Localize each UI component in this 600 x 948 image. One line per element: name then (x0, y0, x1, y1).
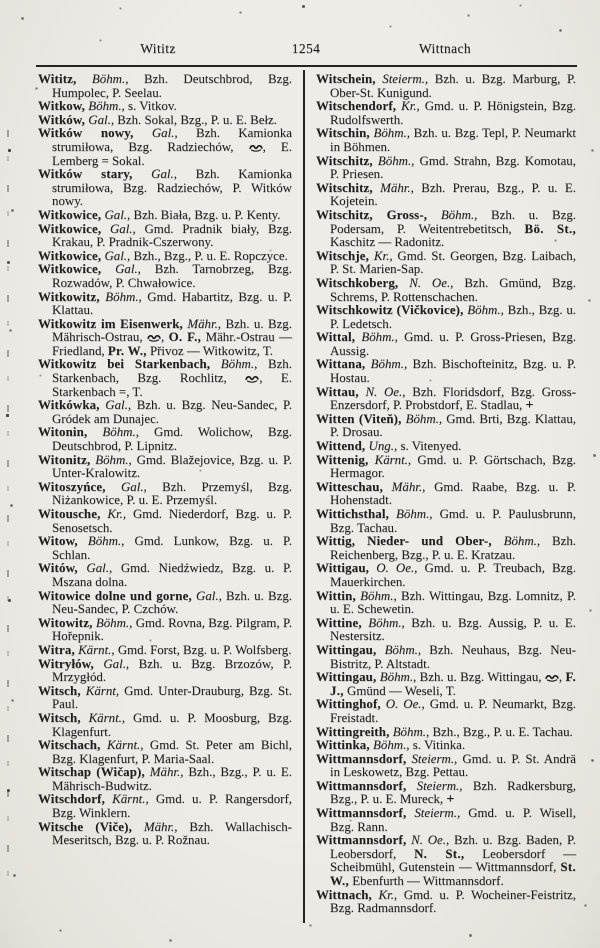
entry-region-abbrev: Gal., (104, 207, 131, 222)
entry-text: Bzh. u. Bzg. Baden, P. Leobersdorf, (330, 833, 576, 861)
entry-region-abbrev: Kärnt., (112, 792, 149, 807)
entry-text: Bzh. Kamionka strumiłowa, Bzg. Radziechów, (52, 126, 292, 154)
entry-text: Mähr.-Ostrau — Friedland, (52, 330, 292, 358)
entry-text: Gmd. u. P. Rangersdorf, Bzg. Winklern. (52, 792, 292, 821)
entry-region-abbrev: Böhm., (379, 670, 417, 685)
entry-headword: Wittana, (316, 357, 366, 372)
gazetteer-entry (316, 590, 576, 617)
entry-headword: Witteschau, (316, 479, 383, 494)
gazetteer-entry (38, 426, 292, 453)
page-number: 1254 (291, 41, 321, 56)
entry-region-abbrev: Böhm., (377, 153, 415, 168)
entry-region-abbrev: Gal., (104, 248, 131, 263)
railway-abbrev: Bö. St., (524, 221, 577, 236)
entry-text: Gmd. Niedźwiedz, Bzg. u. P. Mszana dolna. (52, 561, 292, 589)
entry-region-abbrev: Mähr., (143, 819, 178, 834)
entry-region-abbrev: Steierm., (382, 72, 429, 86)
entry-region-abbrev: Gal., (109, 221, 136, 236)
entry-text: Bzh. u. Bzg. Tepl, P. Neumarkt in Böhmen. (330, 126, 576, 154)
entry-headword: Wittinghof, (316, 697, 381, 712)
entry-region-abbrev: Kärnt., (88, 710, 126, 725)
gazetteer-entry (38, 508, 292, 535)
gazetteer-entry (316, 127, 576, 154)
entry-text: Gmünd — Weseli, T. (343, 683, 456, 698)
entry-headword: Witków stary, (38, 167, 133, 182)
gazetteer-entry (38, 318, 292, 359)
entry-text: Bzh. Bischofteinitz, Bzg. u. P. Hostau. (330, 357, 576, 386)
post-horn-icon (545, 673, 559, 682)
entry-headword: Witkow, (38, 99, 86, 114)
entry-region-abbrev: Böhm., (503, 534, 541, 549)
entry-text: Gmd. Habartitz, Bzg. u. P. Klattau. (52, 289, 292, 318)
entry-region-abbrev: Gal., (115, 262, 141, 277)
entry-headword: Witschdorf, (38, 792, 105, 807)
entry-region-abbrev: Böhm., (95, 615, 133, 630)
entry-region-abbrev: Böhm., (370, 357, 408, 372)
gazetteer-entry (316, 562, 576, 589)
entry-region-abbrev: O. Oe., (385, 697, 425, 712)
entry-headword: Witkowice, (38, 262, 102, 277)
entry-headword: Wittnach, (316, 887, 372, 902)
gazetteer-entry (316, 277, 576, 304)
entry-headword: Wittingreith, (316, 724, 390, 739)
entry-text: Bzh. Wittingau, Bzg. Lomnitz, P. u. E. Schewetin. (330, 588, 576, 617)
entry-region-abbrev: N. Oe., (409, 275, 454, 290)
entry-region-abbrev: Böhm., (361, 330, 398, 345)
entry-headword: Witkowitz im Eisenwerk, (38, 316, 183, 331)
cross-icon: + (525, 398, 534, 414)
entry-text: Gmd. Brti, Bzg. Klattau, P. Drosau. (330, 411, 576, 440)
entry-region-abbrev: N. Oe., (411, 833, 450, 848)
entry-headword: Wittin, (316, 588, 356, 603)
entry-region-abbrev: Kr., (378, 887, 398, 902)
entry-text: Gmd. u. P. Treubach, Bzg. Mauerkirchen. (330, 561, 576, 589)
entry-headword: Witschin, (316, 126, 370, 141)
gazetteer-entry (38, 685, 292, 712)
gazetteer-entry (38, 358, 292, 399)
entry-text: Gmd. Strahn, Bzg. Komotau, P. Priesen. (330, 153, 576, 182)
entry-region-abbrev: Gal., (103, 656, 130, 671)
entry-text: Ebenfurth — Wittmannsdorf. (349, 874, 504, 889)
gazetteer-entry (316, 454, 576, 481)
entry-text: Gmd. u. P. Görtschach, Bzg. Hermagor. (330, 452, 576, 481)
gazetteer-entry (38, 250, 292, 264)
gazetteer-entry (316, 889, 576, 916)
entry-region-abbrev: Gal., (121, 479, 147, 494)
entry-text: Gmd. Forst, Bzg. u. P. Wolfsberg. (117, 642, 292, 657)
gazetteer-entry (38, 712, 292, 739)
gazetteer-entry (38, 481, 292, 508)
gazetteer-entry (38, 766, 292, 793)
entry-region-abbrev: Böhm., (220, 357, 258, 372)
gazetteer-entry (316, 155, 576, 182)
entry-region-abbrev: Kärnt., (78, 642, 115, 657)
entry-headword: Witschach, (38, 738, 101, 753)
gazetteer-entry (316, 386, 576, 413)
entry-headword: Witkowitz, (38, 289, 100, 304)
entry-region-abbrev: Mähr., (187, 316, 222, 331)
entry-headword: Witkowice, (38, 207, 102, 222)
entry-text: Gmd. u. P. St. Andrä in Leskowetz, Bzg. Pettau. (330, 751, 576, 780)
gazetteer-entry (316, 413, 576, 440)
entry-text: Bzh. u. Bzg. Mährisch-Ostrau, (52, 316, 292, 345)
entry-headword: Witschkowitz (Vičkovice), (316, 303, 464, 318)
gazetteer-entry (316, 807, 576, 834)
gazetteer-entry (38, 793, 292, 820)
entry-region-abbrev: N. Oe., (365, 384, 406, 399)
scan-edge-artifact (7, 130, 9, 890)
entry-text: s. Vitinka. (412, 738, 466, 753)
entry-headword: Wittmannsdorf, (316, 833, 407, 848)
entry-headword: Witschje, (316, 248, 370, 263)
entry-headword: Wittichsthal, (316, 507, 389, 521)
entry-headword: Witowitz, (38, 615, 93, 630)
gazetteer-entry (38, 291, 292, 318)
entry-region-abbrev: Kärnt., (106, 738, 144, 753)
entry-text: Gmd. u. P. Wisell, Bzg. Rann. (330, 806, 576, 834)
entry-region-abbrev: Gal., (86, 561, 113, 576)
railway-abbrev: O. F., (168, 330, 202, 345)
entry-region-abbrev: Böhm., (396, 507, 433, 521)
entry-region-abbrev: Böhm., (95, 452, 132, 467)
column-right (316, 73, 576, 916)
entry-region-abbrev: Steierm., (411, 751, 458, 766)
gazetteer-entry (316, 73, 576, 100)
running-head-left: Wititz (140, 41, 176, 56)
gazetteer-entry (316, 780, 576, 807)
entry-region-abbrev: Böhm., (105, 289, 142, 304)
entry-region-abbrev: Gal., (196, 588, 222, 603)
entry-headword: Witschap (Wičap), (38, 765, 145, 780)
entry-region-abbrev: Steierm., (414, 806, 461, 821)
railway-abbrev: N. St., (414, 846, 465, 861)
entry-text: Bzh. u. Bzg. Brzozów, P. Mrzygłód. (52, 656, 292, 685)
entry-text: Bzh. u. Bzg. Neu-Sandec, P. Gródek am Dunajec. (52, 398, 292, 426)
entry-headword: Witousche, (38, 507, 101, 521)
entry-headword: Witschitz, Gross-, (316, 207, 428, 222)
entry-headword: Wittine, (316, 615, 362, 630)
entry-headword: Wittingau, (316, 642, 377, 657)
entry-headword: Wittend, (316, 439, 366, 454)
entry-text: Gmd. u. P. Moosburg, Bzg. Klagenfurt. (52, 710, 292, 739)
entry-headword: Witkowitz bei Starkenbach, (38, 357, 211, 372)
entry-text: Gmd. Raabe, Bzg. u. P. Hohenstadt. (330, 479, 576, 508)
entry-headword: Witsch, (38, 683, 81, 698)
entry-text: Bzh. Biała, Bzg. u. P. Kenty. (133, 207, 281, 222)
entry-region-abbrev: Böhm., (467, 303, 504, 318)
entry-headword: Witowice dolne und gorne, (38, 588, 192, 603)
entry-text: , (558, 670, 566, 685)
entry-text: Bzh. Floridsdorf, Bzg. Gross-Enzersdorf, P. Probstdorf, E. Stadlau, (330, 384, 576, 413)
entry-region-abbrev: Böhm., (91, 72, 129, 86)
entry-text: Leobersdorf — Scheibmühl, Gutenstein — Wittmannsdorf, (330, 846, 576, 875)
gazetteer-entry (38, 617, 292, 644)
entry-text: Kaschitz — Radonitz. (330, 235, 445, 250)
entry-region-abbrev: Mähr., (149, 765, 184, 780)
entry-text: Gmd. u. P. Gross-Priesen, Bzg. Aussig. (330, 330, 576, 358)
entry-headword: Witschendorf, (316, 99, 397, 114)
gazetteer-entry (316, 250, 576, 277)
entry-text: Bzh. Kamionka strumiłowa, Bzg. Radziechów, P. Witków nowy. (52, 167, 292, 209)
entry-text: Bzh. u. Bzg. Neu-Sandec, P. Czchów. (52, 588, 292, 617)
entry-headword: Witków nowy, (38, 126, 134, 141)
entry-region-abbrev: Böhm., (373, 126, 410, 141)
entry-text: Gmd. u. P. Paulusbrunn, Bzg. Tachau. (330, 507, 576, 535)
gazetteer-entry (38, 739, 292, 766)
railway-abbrev: F. J., (330, 670, 576, 698)
entry-region-abbrev: Kr., (373, 248, 393, 263)
entry-text: Gmd. Unter-Drauburg, Bzg. St. Paul. (52, 683, 292, 712)
entry-headword: Witów, (38, 561, 78, 576)
entry-region-abbrev: Böhm., (88, 99, 125, 114)
entry-region-abbrev: Gal., (151, 167, 177, 182)
entry-text: Gmd. u. P. Hönigstein, Bzg. Rudolfswerth. (330, 99, 576, 127)
entry-region-abbrev: Gal., (105, 398, 132, 413)
entry-text: Bzh., Bzg., P. u. E. Mährisch-Budwitz. (52, 765, 292, 793)
entry-text: Bzh., Bzg. u. P. Ledetsch. (330, 303, 576, 331)
entry-region-abbrev: O. Oe., (376, 561, 418, 576)
gazetteer-entry (38, 223, 292, 250)
entry-region-abbrev: Kr., (107, 507, 127, 521)
entry-headword: Witkowice, (38, 221, 102, 236)
entry-text: Bzh. u. Bzg. Wittingau, (419, 670, 545, 685)
entry-text: Bzh., Bzg., P. u. E. Tachau. (432, 724, 573, 739)
gazetteer-entry (316, 753, 576, 780)
gazetteer-entry (38, 644, 292, 658)
scan-noise (0, 0, 1, 1)
column-divider (303, 70, 305, 923)
entry-headword: Witschkoberg, (316, 275, 399, 290)
entry-text: Bzh. u. Bzg. Aussig, P. u. E. Nestersitz. (330, 615, 577, 644)
entry-region-abbrev: Gal., (151, 126, 178, 141)
entry-text: Bzh. u. Bzg. Marburg, P. Ober-St. Kunigund. (330, 72, 576, 100)
entry-text: Gmd. St. Peter am Bichl, Bzg. Klagenfurt, P. Maria-Saal. (52, 738, 292, 766)
cross-icon: + (446, 792, 455, 808)
entry-region-abbrev: Böhm., (373, 738, 410, 753)
entry-text: Bzh. Tarnobrzeg, Bzg. Rozwadów, P. Chwałowice. (52, 262, 292, 290)
gazetteer-entry (38, 168, 292, 209)
entry-region-abbrev: Kärnt, (85, 683, 120, 698)
entry-region-abbrev: Ung., (368, 439, 398, 454)
entry-region-abbrev: Böhm., (405, 411, 443, 426)
entry-headword: Wittenig, (316, 452, 369, 467)
gazetteer-entry (316, 481, 576, 508)
gazetteer-entry (316, 508, 576, 535)
railway-abbrev: St. W., (330, 860, 576, 889)
entry-text: Gmd. St. Georgen, Bzg. Laibach, P. St. Marien-Sap. (330, 248, 576, 277)
entry-text: Bzh. u. Bzg. Podersam, P. Weitentrebetitsch, (330, 207, 576, 236)
entry-headword: Wittingau, (316, 670, 377, 685)
entry-headword: Witschitz, (316, 153, 373, 168)
gazetteer-entry (316, 617, 576, 644)
entry-text: Bzh. Gmünd, Bzg. Schrems, P. Rottenschachen. (330, 275, 576, 304)
entry-headword: Witsche (Viče), (38, 819, 132, 834)
entry-headword: Wittinka, (316, 738, 370, 753)
gazetteer-entry (316, 739, 576, 753)
entry-text: Gmd. Rovna, Bzg. Pilgram, P. Hořepnik. (52, 615, 292, 644)
entry-region-abbrev: Steierm., (416, 778, 463, 793)
entry-headword: Witkówka, (38, 398, 100, 413)
gazetteer-entry (38, 100, 292, 114)
running-head-right: Wittnach (418, 41, 472, 56)
entry-headword: Wittmannsdorf, (316, 751, 407, 766)
entry-text: Bzh. Prerau, Bzg., P. u. E. Kojetein. (330, 180, 577, 209)
gazetteer-entry (316, 535, 576, 562)
entry-headword: Witten (Viteň), (316, 411, 402, 426)
entry-headword: Witsch, (38, 710, 81, 725)
entry-headword: Wittmannsdorf, (316, 806, 407, 821)
gazetteer-entry (38, 658, 292, 685)
gazetteer-entry (38, 535, 292, 562)
gazetteer-entry (316, 100, 576, 127)
gazetteer-entry (316, 644, 576, 671)
entry-headword: Witonitz, (38, 452, 91, 467)
entry-text: Bzh. Przemyśl, Bzg. Niżankowice, P. u. E. Przemyśl. (52, 479, 292, 508)
entry-region-abbrev: Böhm., (392, 724, 430, 739)
gazetteer-entry (38, 562, 292, 589)
entry-text: Bzh. Radkersburg, Bzg., P. u. E. Mureck, (330, 778, 576, 807)
entry-text: Bzh. Deutschbrod, Bzg. Humpolec, P. Seelau. (52, 72, 292, 100)
entry-text: Gmd. u. P. Wocheiner-Feistritz, Bzg. Radmannsdorf. (330, 887, 576, 916)
entry-region-abbrev: Böhm., (360, 588, 397, 603)
post-horn-icon (249, 143, 263, 152)
entry-headword: Wittau, (316, 384, 359, 399)
entry-text: Gmd. u. P. Neumarkt, Bzg. Freistadt. (330, 697, 576, 725)
entry-text: Bzh. Sokal, Bzg., P. u. E. Bełz. (117, 112, 277, 127)
gazetteer-entry (38, 590, 292, 617)
post-horn-icon (147, 333, 161, 342)
gazetteer-entry (316, 726, 576, 740)
entry-headword: Wittigau, (316, 561, 370, 576)
gazetteer-entry (316, 698, 576, 725)
entry-headword: Witschein, (316, 72, 376, 86)
entry-text: Bzh. Neuhaus, Bzg. Neu-Bistritz, P. Altstadt. (330, 642, 576, 671)
entry-headword: Witonin, (38, 425, 88, 440)
entry-region-abbrev: Böhm., (87, 534, 125, 549)
entry-region-abbrev: Mähr., (391, 479, 426, 494)
entry-headword: Wittig, Nieder- und Ober-, (316, 534, 492, 549)
entry-text: , E. Lemberg = Sokal. (52, 139, 292, 168)
gazetteer-entry (38, 209, 292, 223)
gazetteer-entry (316, 358, 576, 385)
entry-region-abbrev: Böhm., (368, 615, 405, 630)
entry-region-abbrev: Kr., (401, 99, 420, 114)
gazetteer-entry (38, 263, 292, 290)
entry-headword: Witschitz, (316, 180, 373, 195)
entry-text: Gmd. Wolichow, Bzg. Deutschbrod, P. Lipnitz. (52, 425, 292, 454)
gazetteer-entry (316, 440, 576, 454)
entry-headword: Wittmannsdorf, (316, 778, 407, 793)
entry-headword: Wittal, (316, 330, 356, 345)
entry-text: Bzh., Bzg., P. u. E. Ropczyce. (133, 248, 288, 263)
entry-text: , (160, 330, 169, 345)
column-left (38, 73, 292, 848)
gazetteer-entry (38, 399, 292, 426)
entry-text: s. Vitkov. (128, 99, 177, 114)
entry-text: Bzh. Reichenberg, Bzg., P. u. E. Kratzau. (330, 534, 576, 562)
gazetteer-entry (316, 331, 576, 358)
gazetteer-entry (38, 114, 292, 128)
gazetteer-entry (316, 182, 576, 209)
entry-region-abbrev: Mähr., (380, 180, 414, 195)
entry-headword: Witow, (38, 534, 78, 549)
entry-text: , E. Starkenbach =, T. (52, 371, 292, 399)
post-horn-icon (245, 374, 259, 383)
gazetteer-entry (38, 73, 292, 100)
entry-text: s. Vitenyed. (400, 439, 462, 454)
gazetteer-entry (316, 304, 576, 331)
entry-text: Gmd. Niederdorf, Bzg. u. P. Senosetsch. (52, 507, 292, 535)
entry-region-abbrev: Kärnt., (374, 452, 412, 467)
entry-region-abbrev: Gal., (88, 112, 115, 127)
gazetteer-entry (316, 209, 576, 250)
entry-text: Gmd. Pradnik biały, Bzg. Krakau, P. Pradnik-Cszerwony. (52, 221, 292, 250)
railway-abbrev: Pr. W., (107, 343, 147, 358)
entry-headword: Wititz, (38, 72, 77, 86)
entry-text: Přivoz — Witkowitz, T. (146, 343, 273, 358)
gazetteer-entry (38, 454, 292, 481)
entry-text: Bzh. Starkenbach, Bzg. Rochlitz, (52, 357, 292, 386)
entry-region-abbrev: Böhm., (384, 642, 422, 657)
entry-text: Gmd. Blažejovice, Bzg. u. P. Unter-Kralowitz. (52, 452, 292, 481)
entry-text: Bzh. Wallachisch-Meseritsch, Bzg. u. P. Rožnau. (52, 819, 292, 848)
gazetteer-entry (316, 834, 576, 888)
gazetteer-entry (38, 127, 292, 168)
entry-headword: Witra, (38, 642, 75, 657)
gazetteer-entry (316, 671, 576, 698)
gazetteer-entry (38, 821, 292, 848)
entry-region-abbrev: Böhm., (102, 425, 139, 440)
header-rule (36, 65, 577, 67)
entry-headword: Witków, (38, 112, 86, 127)
entry-headword: Witoszyńce, (38, 479, 106, 494)
entry-region-abbrev: Böhm., (440, 207, 478, 222)
entry-text: Gmd. Lunkow, Bzg. u. P. Schlan. (52, 534, 292, 562)
entry-headword: Witkowice, (38, 248, 102, 263)
entry-headword: Witryłów, (38, 656, 94, 671)
